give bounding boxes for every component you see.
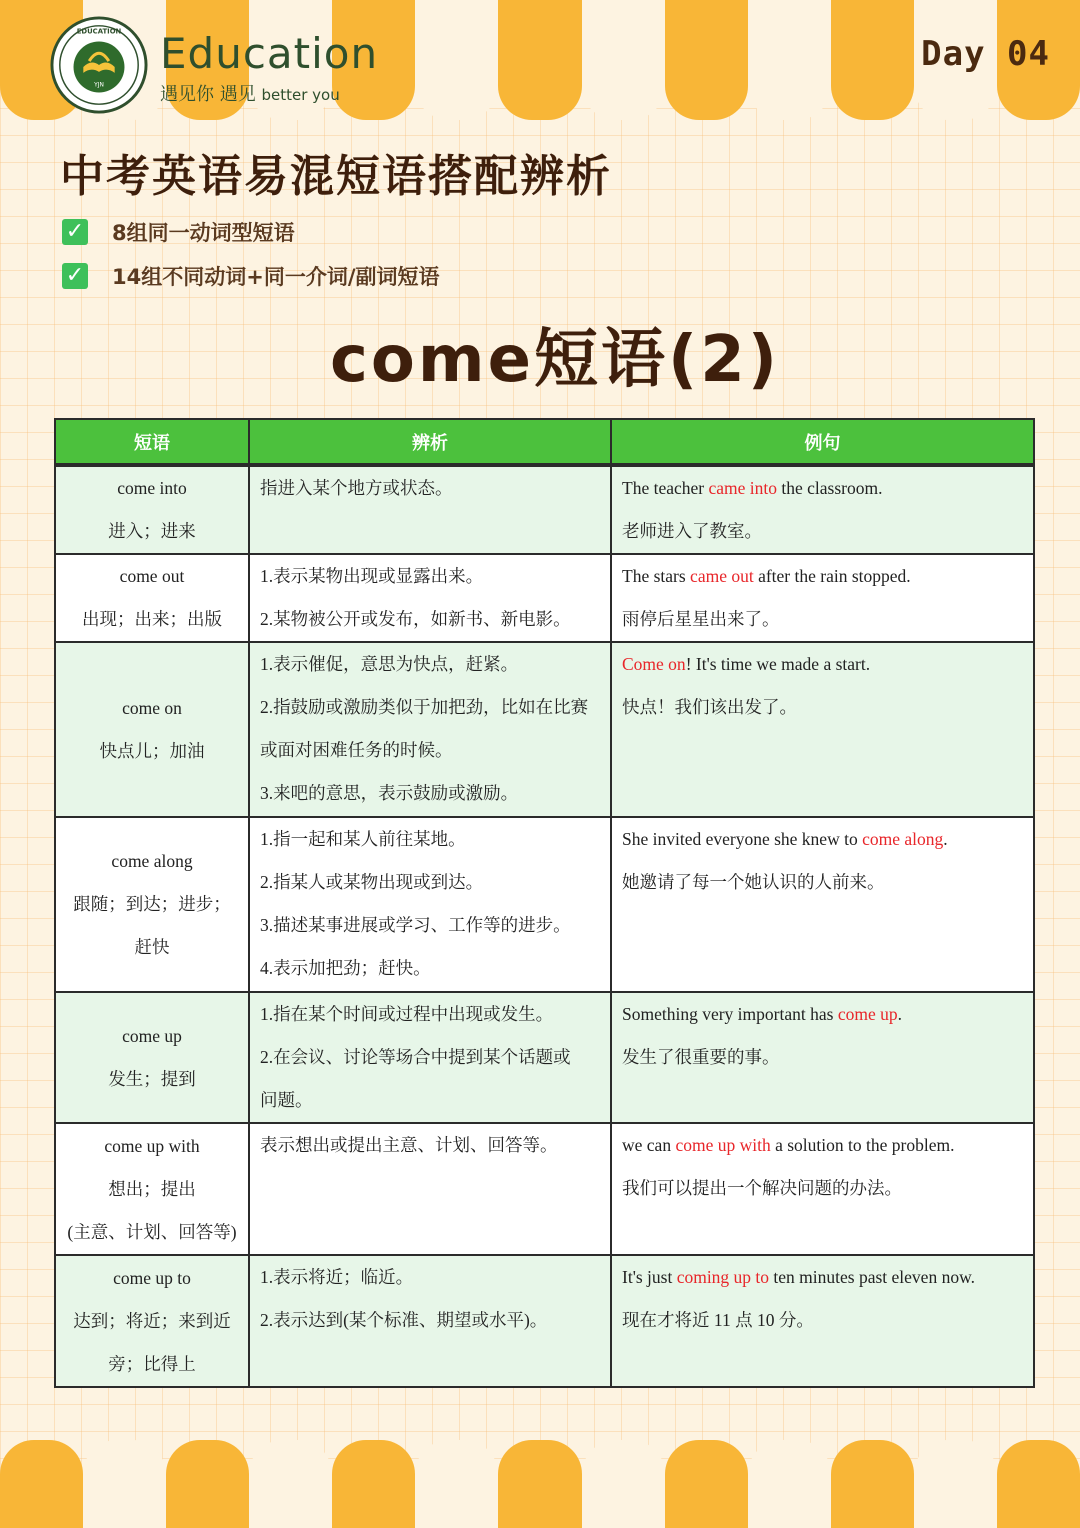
example-cell bbox=[611, 1255, 1034, 1387]
phrase-cell bbox=[55, 465, 249, 554]
table-row bbox=[55, 554, 1034, 642]
example-translation: 现在才将近 11 点 10 分。 bbox=[622, 1310, 814, 1330]
example-sentence bbox=[622, 993, 1023, 1036]
highlighted-phrase: come up bbox=[837, 1004, 898, 1024]
example-text: a solution to the problem. bbox=[770, 1135, 955, 1155]
analysis-line: 问题。 bbox=[260, 1090, 313, 1110]
table-header-row bbox=[55, 419, 1034, 465]
svg-text:YJN: YJN bbox=[94, 82, 104, 89]
highlighted-phrase: came into bbox=[708, 478, 777, 498]
brand-subtitle: 遇见你 遇见 better you bbox=[160, 84, 340, 105]
checklist-item: ✓ 14组不同动词+同一介词/副词短语 bbox=[62, 261, 440, 291]
example-text: Something very important has bbox=[622, 1004, 838, 1024]
section-title: come短语(2) bbox=[329, 323, 781, 397]
analysis-line: 2.指某人或某物出现或到达。 bbox=[260, 872, 484, 892]
analysis-line: 1.指一起和某人前往某地。 bbox=[260, 829, 466, 849]
phrase-meaning: 出现；出来；出版 bbox=[82, 609, 222, 629]
example-text: after the rain stopped. bbox=[753, 566, 911, 586]
phrase-cell bbox=[55, 1255, 249, 1387]
analysis-line: 3.描述某事进展或学习、工作等的进步。 bbox=[260, 915, 571, 935]
example-cell bbox=[611, 992, 1034, 1123]
phrase-meaning: 发生；提到 bbox=[108, 1068, 196, 1089]
analysis-cell bbox=[249, 554, 611, 642]
example-translation: 老师进入了教室。 bbox=[622, 521, 762, 541]
example-text: ! It's time we made a start. bbox=[685, 654, 871, 674]
table-row bbox=[55, 465, 1034, 554]
example-sentence bbox=[622, 643, 1023, 686]
analysis-cell bbox=[249, 1123, 611, 1255]
example-translation: 快点！我们该出发了。 bbox=[622, 697, 797, 717]
example-text: She invited everyone she knew to bbox=[622, 829, 863, 849]
phrase-cell bbox=[55, 642, 249, 817]
phrase-cell bbox=[55, 817, 249, 992]
highlighted-phrase: Come on bbox=[622, 654, 686, 674]
table-row bbox=[55, 817, 1034, 992]
phrase-meaning: 达到；将近；来到近 bbox=[73, 1310, 231, 1331]
phrase-text: come up bbox=[122, 1025, 182, 1046]
education-logo-icon bbox=[50, 16, 148, 114]
example-cell bbox=[611, 1123, 1034, 1255]
analysis-line: 2.指鼓励或激励类似于加把劲，比如在比赛 bbox=[260, 697, 589, 717]
header-analysis: 辨析 bbox=[249, 419, 611, 465]
bottom-awning bbox=[0, 1440, 1080, 1528]
phrase-meaning: 赶快 bbox=[134, 937, 170, 957]
phrase-meaning: (主意、计划、回答等) bbox=[67, 1221, 237, 1242]
example-cell bbox=[611, 817, 1034, 992]
analysis-line: 或面对困难任务的时候。 bbox=[260, 740, 453, 760]
day-label: Day 04 bbox=[921, 34, 1050, 74]
phrase-meaning: 想出；提出 bbox=[108, 1178, 196, 1199]
example-translation: 发生了很重要的事。 bbox=[622, 1047, 780, 1067]
phrase-meaning: 快点儿；加油 bbox=[99, 740, 205, 761]
phrase-meaning: 旁；比得上 bbox=[108, 1353, 196, 1374]
page-title: 中考英语易混短语搭配辨析 bbox=[60, 151, 612, 202]
analysis-cell bbox=[249, 992, 611, 1123]
phrase-cell bbox=[55, 554, 249, 642]
highlighted-phrase: come up with bbox=[675, 1135, 771, 1155]
example-text: . bbox=[897, 1004, 902, 1024]
analysis-line: 1.指在某个时间或过程中出现或发生。 bbox=[260, 1004, 554, 1024]
analysis-line: 2.在会议、讨论等场合中提到某个话题或 bbox=[260, 1047, 571, 1067]
example-sentence bbox=[622, 1256, 1023, 1299]
analysis-line: 指进入某个地方或状态。 bbox=[260, 478, 453, 498]
example-translation: 她邀请了每一个她认识的人前来。 bbox=[622, 872, 885, 892]
phrase-table bbox=[54, 418, 1035, 1388]
example-sentence bbox=[622, 555, 1023, 598]
checkbox-icon: ✓ bbox=[62, 219, 88, 245]
example-cell bbox=[611, 465, 1034, 554]
analysis-line: 1.表示某物出现或显露出来。 bbox=[260, 566, 484, 586]
example-text: It's just bbox=[622, 1267, 677, 1287]
analysis-cell bbox=[249, 817, 611, 992]
analysis-cell bbox=[249, 465, 611, 554]
example-cell bbox=[611, 554, 1034, 642]
phrase-text: come out bbox=[119, 566, 185, 586]
highlighted-phrase: came out bbox=[690, 566, 754, 586]
phrase-cell bbox=[55, 1123, 249, 1255]
example-text: we can bbox=[622, 1135, 676, 1155]
table-row bbox=[55, 642, 1034, 817]
header-example: 例句 bbox=[611, 419, 1034, 465]
checklist-item: ✓ 8组同一动词型短语 bbox=[62, 217, 295, 247]
brand-title: Education bbox=[160, 29, 379, 78]
example-text: ten minutes past eleven now. bbox=[769, 1267, 975, 1287]
phrase-text: come up with bbox=[104, 1135, 200, 1156]
phrase-meaning: 跟随；到达；进步； bbox=[73, 894, 231, 914]
table-row bbox=[55, 992, 1034, 1123]
example-translation: 我们可以提出一个解决问题的办法。 bbox=[622, 1178, 902, 1198]
example-text: The stars bbox=[622, 566, 691, 586]
example-text: . bbox=[943, 829, 948, 849]
example-text: The teacher bbox=[622, 478, 709, 498]
analysis-cell bbox=[249, 1255, 611, 1387]
table-row bbox=[55, 1255, 1034, 1387]
phrase-text: come on bbox=[122, 697, 182, 718]
phrase-meaning: 进入；进来 bbox=[108, 521, 196, 541]
analysis-line: 2.某物被公开或发布，如新书、新电影。 bbox=[260, 609, 571, 629]
header-phrase: 短语 bbox=[55, 419, 249, 465]
phrase-text: come along bbox=[111, 851, 193, 871]
analysis-line: 1.表示催促，意思为快点，赶紧。 bbox=[260, 654, 519, 674]
example-cell bbox=[611, 642, 1034, 817]
phrase-text: come into bbox=[117, 478, 187, 498]
highlighted-phrase: come along bbox=[862, 829, 944, 849]
svg-text:EDUCATION: EDUCATION bbox=[76, 27, 122, 36]
example-sentence bbox=[622, 818, 1023, 861]
table-row bbox=[55, 1123, 1034, 1255]
highlighted-phrase: coming up to bbox=[676, 1267, 770, 1287]
analysis-line: 1.表示将近；临近。 bbox=[260, 1267, 414, 1287]
analysis-line: 2.表示达到(某个标准、期望或水平)。 bbox=[260, 1310, 548, 1330]
checkbox-icon: ✓ bbox=[62, 263, 88, 289]
analysis-cell bbox=[249, 642, 611, 817]
analysis-line: 4.表示加把劲；赶快。 bbox=[260, 958, 431, 978]
example-sentence bbox=[622, 467, 1023, 510]
phrase-text: come up to bbox=[113, 1267, 191, 1288]
example-text: the classroom. bbox=[776, 478, 883, 498]
analysis-line: 3.来吧的意思，表示鼓励或激励。 bbox=[260, 783, 519, 803]
brand bbox=[160, 30, 378, 106]
example-sentence bbox=[622, 1124, 1023, 1167]
example-translation: 雨停后星星出来了。 bbox=[622, 609, 780, 629]
phrase-cell bbox=[55, 992, 249, 1123]
analysis-line: 表示想出或提出主意、计划、回答等。 bbox=[260, 1135, 558, 1155]
